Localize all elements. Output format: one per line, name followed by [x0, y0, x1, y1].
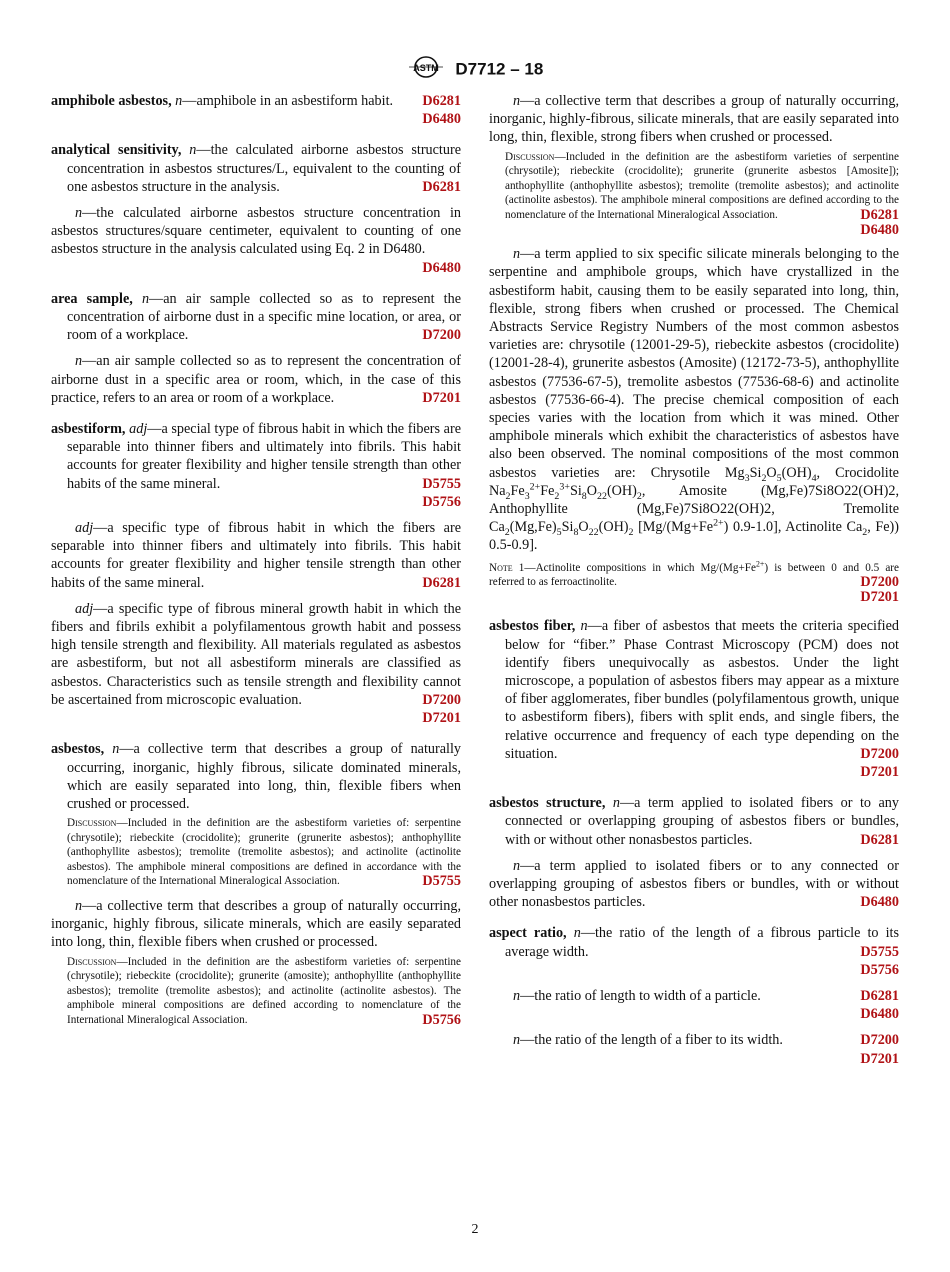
term-heading: amphibole asbestos,: [51, 93, 172, 109]
definition-text: —a fiber of asbestos that meets the criteria specified below for “fiber.” Phase Contrast Microscopy (PCM) does not identify fibers unequivocally as asbestos. Under the light microscope, a population of asbestos fibers may appear as a mixture of fiber agglomerates, fiber bundles (polyfilamentous growth, unique to asbestiform fibers), fibers with split ends, and single fibers, the relative occurrence and frequency of each type depending on the situation.: [505, 618, 899, 762]
definition-text: —a collective term that describes a group of naturally occurring, inorganic, highly fibrous, silicate dominated minerals, which are easily separated into long, thin, flexible fibers when crushed or processed.: [67, 741, 461, 812]
standard-ref: D6480: [860, 221, 899, 238]
definition-text: —a special type of fibrous habit in which the fibers are separable into thinner fibers and ultimately into fibrils. This habit accounts for greater flexibility and higher tensile strength than other habits of the same mineral.: [67, 421, 461, 492]
part-of-speech: adj: [129, 421, 148, 438]
standard-ref: D5755: [860, 943, 899, 960]
entry-asbestos-structure: [489, 794, 899, 911]
definition-text: —the calculated airborne asbestos structure concentration in asbestos structures/square centimeter, equivalent to counting of one asbestos structure in the analysis calculated using Eq. 2 in D6480.: [51, 205, 461, 258]
entry-asbestos: [51, 740, 461, 1027]
definition-text: —a specific type of fibrous habit in which the fibers are separable into thinner fibers and ultimately into fibrils. This habit accounts for greater flexibility and higher tensile strength than other habits of the same mineral.: [51, 520, 461, 591]
standard-ref: D7200: [860, 574, 899, 591]
standard-ref: D6281: [422, 93, 461, 109]
part-of-speech: n: [75, 205, 83, 222]
entry-area-sample: [51, 290, 461, 407]
left-column: [51, 92, 461, 1041]
standard-ref: D5756: [422, 1012, 461, 1029]
standard-ref: D6480: [860, 1006, 899, 1023]
standard-ref: D7200: [860, 1032, 899, 1049]
page-header: [0, 56, 950, 83]
standard-ref: D6281: [422, 178, 461, 195]
standard-ref: D5756: [860, 961, 899, 978]
entry-analytical-sensitivity: [51, 141, 461, 276]
standard-ref: D5755: [422, 475, 461, 492]
discussion-note: Discussion—Included in the definition are the asbestiform varieties of serpentine (chrysotile); riebeckite (crocidolite); grunerite (grunerite asbestos [Amosite]); anthophyllite (anthophyllite asbestos); tremolite (tremolite asbestos); and actinolite (actinolite asbestos). The amphibole mineral compositions are defined according to the nomenclature of the International Mineralogical Association. D6281 D6480: [505, 150, 899, 238]
definition-text: —a term applied to isolated fibers or to any connected or overlapping grouping of asbestos fibers or bundles, with or without other nonasbestos particles.: [489, 857, 899, 911]
definition-text: —an air sample collected so as to represent the concentration of airborne dust in a specific mine location, or area, or room of a workplace.: [67, 290, 461, 344]
astm-logo-icon: [407, 56, 445, 83]
entry-amphibole-asbestos: [51, 92, 461, 128]
discussion-note: Discussion—Included in the definition are the asbestiform varieties of: serpentine (chrysotile); riebeckite (crocidolite); grunerite (grunerite asbestos); anthophyllite (anthophyllite asbestos); tremolite (tremolite asbestos); and actinolite (actinolite asbestos). The amphibole mineral compositions are defined in accordance with the nomenclature of the International Mineralogical Association. D5755: [67, 817, 461, 890]
standard-ref: D6281: [860, 206, 899, 223]
discussion-note: Discussion—Included in the definition are the asbestiform varieties of: serpentine (chrysotile); riebeckite (crocidolite); grunerite (amosite); anthophyllite (anthophyllite asbestos); tremolite (tremolite asbestos); and actinolite (actinolite asbestos). The amphibole mineral compositions are defined according to nomenclature of the International Mineralogical Association. D5756: [67, 955, 461, 1029]
standard-ref: D5755: [422, 873, 461, 890]
definition-text: —the ratio of the length of a fibrous particle to its average width.: [505, 925, 900, 960]
standard-ref: D7201: [860, 588, 899, 605]
part-of-speech: n: [175, 93, 183, 109]
part-of-speech: n: [513, 1032, 521, 1049]
part-of-speech: n: [189, 142, 197, 159]
definition-text: —a collective term that describes a group of naturally occurring, inorganic, highly fibrous, silicate minerals, which are easily separated into long, thin, flexible fibers when crushed or processed.: [51, 898, 461, 951]
definition-text: —the ratio of the length of a fiber to its width.: [520, 1032, 783, 1049]
definition-text: —the ratio of length to width of a particle.: [520, 988, 761, 1005]
right-column: [489, 92, 899, 1081]
part-of-speech: n: [513, 988, 521, 1005]
term-heading: area sample,: [51, 290, 133, 307]
standard-ref: D6480: [860, 894, 899, 911]
entry-aspect-ratio: [489, 924, 899, 1067]
standard-ref: D7201: [422, 389, 461, 406]
standard-ref: D6480: [422, 111, 461, 128]
standard-ref: D5756: [422, 493, 461, 510]
asbestos-composition-paragraph: n—a term applied to six specific silicate minerals belonging to the serpentine and amphibole groups, which have crystallized in the asbestiform habit, causing them to be easily separated into long, thin, flexible, strong fibers when crushed or processed. The Chemical Abstracts Service Registry Numbers of the most common asbestos varieties are: chrysotile (12001-29-5), riebeckite asbestos (crocidolite) (12001-28-4), grunerite asbestos (Amosite) (12172-73-5), anthophyllite asbestos (77536-67-5), tremolite asbestos (77536-68-6) and actinolite asbestos (77536-66-4). The precise chemical composition of each species varies with the location from which it was mined. Other amphibole minerals which exhibit the characteristics of asbestos have also been observed. The nominal compositions of the most common asbestos varieties are: Chrysotile $Mg_3Si_2O_5(OH)_4$, Crocidolite $Na_2Fe_3^{2+}Fe_2^{3+}Si_8O_{22}(OH)_2$, Amosite (Mg,Fe)7Si8O22(OH)2, Anthophyllite (Mg,Fe)7Si8O22(OH)2, Tremolite $Ca_2(Mg,Fe)_5Si_8O_{22}(OH)_2$ [$Mg/(Mg+Fe^{2+})$ 0.9-1.0], Actinolite $Ca_2$, Fe)) 0.5-0.9].: [489, 246, 899, 554]
standard-ref: D6281: [860, 831, 899, 848]
part-of-speech: n: [112, 741, 120, 758]
definition-text: —amphibole in an asbestiform habit.: [182, 93, 394, 109]
entry-asbestos-cont: [489, 92, 899, 604]
term-heading: asbestiform,: [51, 421, 126, 438]
standard-ref: D7200: [860, 745, 899, 762]
standard-ref: D6480: [422, 259, 461, 276]
svg-text:ASTM: ASTM: [412, 63, 439, 73]
part-of-speech: n: [612, 795, 620, 812]
standard-ref: D6281: [860, 988, 899, 1005]
term-heading: asbestos fiber,: [489, 618, 576, 635]
part-of-speech: adj: [75, 520, 94, 537]
standard-ref: D7201: [422, 710, 461, 727]
definition-text: —a term applied to isolated fibers or to any connected or overlapping grouping of asbestos fibers or bundles, with or without other nonasbestos particles.: [505, 795, 899, 848]
definition-text: —the calculated airborne asbestos structure concentration in asbestos structures/L, equivalent to the counting of one asbestos structure in the analysis.: [67, 142, 461, 195]
definition-text: —an air sample collected so as to represent the concentration of airborne dust in a specific area or room, which, in the case of this practice, refers to an area or room of a workplace.: [51, 353, 461, 406]
part-of-speech: n: [75, 353, 83, 370]
part-of-speech: n: [580, 618, 588, 635]
document-id: D7712 – 18: [455, 59, 544, 79]
entry-asbestiform: [51, 420, 461, 727]
entry-asbestos-fiber: [489, 617, 899, 781]
term-heading: aspect ratio,: [489, 925, 567, 942]
term-heading: asbestos,: [51, 741, 105, 758]
term-heading: asbestos structure,: [489, 795, 606, 812]
term-heading: analytical sensitivity,: [51, 142, 182, 159]
part-of-speech: n: [513, 93, 521, 109]
part-of-speech: n: [513, 857, 521, 874]
standard-ref: D7200: [422, 327, 461, 344]
part-of-speech: n: [141, 290, 150, 307]
standard-ref: D7200: [422, 691, 461, 708]
page-number: 2: [471, 1222, 479, 1237]
standard-ref: D7201: [860, 1050, 899, 1067]
standard-ref: D7201: [860, 764, 899, 781]
part-of-speech: n: [75, 898, 83, 915]
standard-ref: D6281: [422, 574, 461, 591]
part-of-speech: n: [573, 925, 581, 942]
part-of-speech: n: [513, 246, 521, 263]
note-1: Note 1—Actinolite compositions in which $Mg/(Mg+Fe^{2+})$ is between 0 and 0.5 are referred to as ferroactinolite. D7200 D7201: [489, 558, 899, 605]
part-of-speech: adj: [75, 600, 94, 617]
definition-text: —a specific type of fibrous mineral growth habit in which the fibers and fibrils exhibit a polyfilamentous growth habit and possess high tensile strength and flexibility. All materials regulated as asbestos are asbestiform, but not all asbestiform minerals are classified as asbestos. Characteristics such as tensile strength and flexibility cannot be ascertained from microscopic evaluation.: [51, 600, 461, 708]
definition-text: —a collective term that describes a group of naturally occurring, inorganic, highly-fibrous, silicate minerals, that are easily separated into long, thin, flexible, strong fibers when crushed or processed.: [489, 93, 899, 146]
